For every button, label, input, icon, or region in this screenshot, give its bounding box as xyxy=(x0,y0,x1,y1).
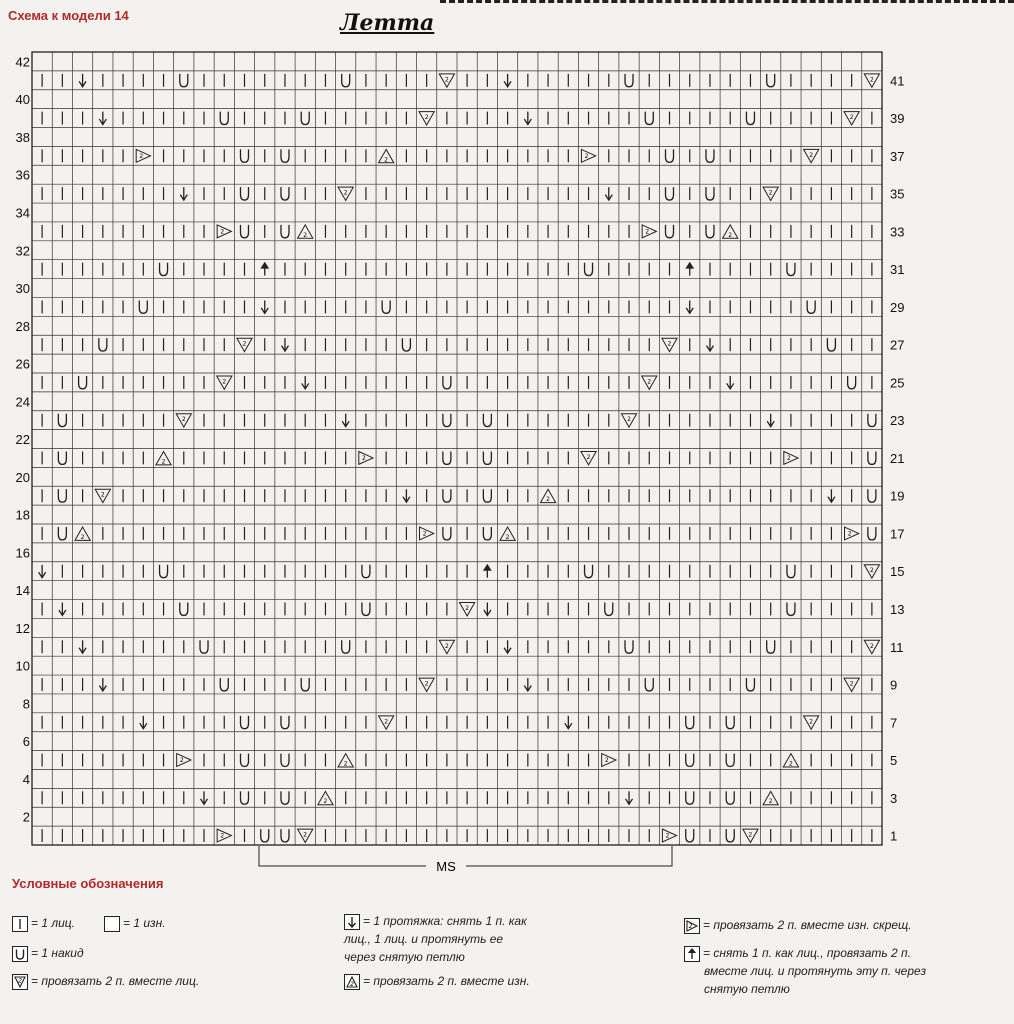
right-row-number: 27 xyxy=(890,337,905,353)
chart-cell xyxy=(484,565,491,578)
chart-cell xyxy=(625,640,633,653)
left-row-number: 4 xyxy=(22,771,30,787)
svg-text:2: 2 xyxy=(303,231,308,239)
chart-cell xyxy=(645,112,653,125)
chart-cell xyxy=(666,187,674,200)
chart-cell xyxy=(621,414,636,427)
svg-text:2: 2 xyxy=(604,757,609,765)
chart-cell xyxy=(379,716,394,729)
svg-text:2: 2 xyxy=(444,642,449,650)
chart-cell xyxy=(763,791,778,805)
chart-cell xyxy=(281,829,289,842)
right-row-number: 35 xyxy=(890,186,905,202)
left-row-number: 22 xyxy=(15,432,30,448)
chart-cell xyxy=(338,187,353,200)
chart-cell xyxy=(686,791,694,804)
svg-text:2: 2 xyxy=(100,491,105,499)
chart-cell xyxy=(706,187,714,200)
right-row-number: 31 xyxy=(890,262,905,278)
legend-knit: = 1 лиц. xyxy=(12,914,75,932)
chart-cell xyxy=(581,452,596,465)
chart-cell xyxy=(483,527,491,540)
chart-cell xyxy=(642,225,656,238)
chart-cell xyxy=(261,300,268,313)
chart-cell xyxy=(362,565,370,578)
svg-text:2: 2 xyxy=(849,114,854,122)
chart-cell xyxy=(301,112,309,125)
chart-cell xyxy=(241,716,249,729)
chart-cell xyxy=(217,376,232,389)
chart-cell xyxy=(686,263,693,276)
chart-cell xyxy=(220,678,228,691)
svg-text:2: 2 xyxy=(422,530,427,538)
svg-text:2: 2 xyxy=(303,831,308,839)
p2tog-symbol-icon xyxy=(344,974,360,990)
chart-cell xyxy=(666,149,674,162)
svg-text:2: 2 xyxy=(343,760,348,768)
svg-text:2: 2 xyxy=(789,760,793,768)
left-row-number: 38 xyxy=(15,129,30,145)
chart-cell xyxy=(99,678,106,691)
legend-yarn-over: = 1 накид xyxy=(12,944,84,962)
chart-cell xyxy=(39,565,46,578)
svg-text:2: 2 xyxy=(220,832,225,840)
chart-cell xyxy=(743,829,758,842)
svg-text:2: 2 xyxy=(444,76,449,84)
svg-text:2: 2 xyxy=(748,831,753,839)
chart-cell xyxy=(483,489,491,502)
right-row-number: 15 xyxy=(890,564,905,580)
chart-cell xyxy=(443,452,451,465)
chart-cell xyxy=(338,754,353,768)
left-row-number: 8 xyxy=(22,696,30,712)
chart-cell xyxy=(382,300,390,313)
svg-text:2: 2 xyxy=(323,798,328,806)
chart-cell xyxy=(443,376,451,389)
svg-text:2: 2 xyxy=(809,151,814,159)
chart-cell xyxy=(460,603,475,616)
right-row-number: 1 xyxy=(890,828,898,844)
chart-cell xyxy=(726,716,734,729)
chart-cell xyxy=(156,452,171,466)
chart-cell xyxy=(176,414,191,427)
svg-text:2: 2 xyxy=(645,228,650,236)
svg-text:2: 2 xyxy=(384,156,389,164)
svg-text:2: 2 xyxy=(787,454,791,462)
chart-cell xyxy=(767,414,774,427)
chart-cell xyxy=(484,603,491,616)
left-row-number: 12 xyxy=(15,620,30,636)
chart-cell xyxy=(439,640,454,653)
chart-cell xyxy=(706,338,713,351)
svg-text:2: 2 xyxy=(179,757,184,765)
yarn-over-symbol-icon xyxy=(12,946,28,962)
chart-cell xyxy=(342,640,350,653)
left-row-numbers xyxy=(16,54,30,824)
chart-cell xyxy=(746,678,754,691)
svg-text:2: 2 xyxy=(242,340,247,348)
chart-cell xyxy=(581,149,595,162)
repeat-bracket xyxy=(259,846,672,874)
left-row-number: 16 xyxy=(15,545,30,561)
svg-text:2: 2 xyxy=(18,977,22,985)
left-row-number: 10 xyxy=(15,658,30,674)
chart-cell xyxy=(807,300,815,313)
left-row-number: 2 xyxy=(22,809,30,825)
purl-symbol-icon xyxy=(104,916,120,932)
right-row-number: 13 xyxy=(890,601,905,617)
chart-cell xyxy=(220,112,228,125)
chart-cell xyxy=(504,74,511,87)
chart-cell xyxy=(58,527,66,540)
chart-cell xyxy=(79,74,86,87)
chart-cell xyxy=(787,565,795,578)
chart-cell xyxy=(58,489,66,502)
chart-cell xyxy=(605,603,613,616)
chart-cell xyxy=(666,225,674,238)
chart-cell xyxy=(483,452,491,465)
chart-cell xyxy=(864,74,879,87)
chart-cell xyxy=(136,149,150,162)
chart-cell xyxy=(342,414,349,427)
chart-cell xyxy=(540,489,555,503)
chart-cell xyxy=(645,678,653,691)
double-decrease-arrow-up-icon xyxy=(684,946,700,962)
chart-cell xyxy=(180,187,187,200)
chart-cell xyxy=(359,452,373,465)
svg-text:2: 2 xyxy=(80,533,85,541)
chart-cell xyxy=(241,791,249,804)
chart-cell xyxy=(281,754,289,767)
chart-cell xyxy=(726,791,734,804)
svg-text:2: 2 xyxy=(667,340,672,348)
p2tog-tbl-symbol-icon xyxy=(684,918,700,934)
chart-cell xyxy=(79,640,86,653)
chart-cell xyxy=(241,225,249,238)
left-row-number: 26 xyxy=(15,356,30,372)
chart-cell xyxy=(804,716,819,729)
chart-cell xyxy=(302,376,309,389)
right-row-number: 5 xyxy=(890,753,898,769)
svg-text:2: 2 xyxy=(546,496,550,504)
right-row-number: 29 xyxy=(890,299,905,315)
chart-cell xyxy=(726,754,734,767)
chart-cell xyxy=(281,187,289,200)
svg-text:2: 2 xyxy=(849,680,854,688)
right-row-numbers xyxy=(890,73,904,843)
chart-cell xyxy=(686,300,693,313)
chart-cell xyxy=(420,527,434,540)
chart-cell xyxy=(160,565,168,578)
chart-cell xyxy=(783,754,798,768)
chart-cell xyxy=(180,603,188,616)
chart-cell xyxy=(177,754,191,767)
chart-cell xyxy=(848,376,856,389)
right-row-number: 33 xyxy=(890,224,905,240)
chart-cell xyxy=(686,829,694,842)
svg-text:2: 2 xyxy=(768,189,773,197)
chart-cell xyxy=(504,640,511,653)
svg-text:2: 2 xyxy=(688,922,693,930)
chart-cell xyxy=(864,565,879,578)
chart-cell xyxy=(402,338,410,351)
chart-cell xyxy=(727,376,734,389)
chart-cell xyxy=(767,640,775,653)
chart-cell xyxy=(318,791,333,805)
left-row-number: 40 xyxy=(15,92,30,108)
svg-text:2: 2 xyxy=(181,416,186,424)
chart-cell xyxy=(443,489,451,502)
left-row-number: 20 xyxy=(15,469,30,485)
chart-cell xyxy=(686,754,694,767)
legend-purl: = 1 изн. xyxy=(104,914,166,932)
chart-cell xyxy=(763,187,778,200)
svg-text:2: 2 xyxy=(424,680,429,688)
chart-cell xyxy=(140,716,147,729)
chart-cell xyxy=(261,829,269,842)
chart-cell xyxy=(784,452,798,465)
svg-text:2: 2 xyxy=(220,228,225,236)
chart-cell xyxy=(844,678,859,691)
right-row-number: 11 xyxy=(890,639,904,655)
chart-cell xyxy=(237,338,252,351)
brand-logo: Летта xyxy=(340,10,435,36)
chart-cell xyxy=(379,149,394,163)
chart-cell xyxy=(160,263,168,276)
chart-cell xyxy=(868,414,876,427)
svg-text:2: 2 xyxy=(350,980,354,988)
left-row-number: 6 xyxy=(22,734,30,750)
chart-cell xyxy=(139,300,147,313)
svg-text:2: 2 xyxy=(768,798,773,806)
chart-cells xyxy=(39,74,880,843)
chart-cell xyxy=(217,829,231,842)
right-row-number: 41 xyxy=(890,73,905,89)
right-row-number: 3 xyxy=(890,790,898,806)
legend-slip-pass: = 1 протяжка: снять 1 п. как лиц., 1 лиц. и протянуть ее через снятую петлю xyxy=(344,914,527,964)
chart-cell xyxy=(281,716,289,729)
chart-cell xyxy=(298,829,313,842)
chart-cell xyxy=(281,225,289,238)
svg-text:2: 2 xyxy=(362,454,366,462)
svg-text:2: 2 xyxy=(384,718,389,726)
left-row-number: 34 xyxy=(15,205,30,221)
chart-cell xyxy=(200,640,208,653)
chart-cell xyxy=(524,678,531,691)
svg-text:2: 2 xyxy=(161,458,166,466)
chart-cell xyxy=(79,376,87,389)
svg-text:2: 2 xyxy=(728,231,733,239)
chart-cell xyxy=(804,149,819,162)
chart-cell xyxy=(524,112,531,125)
chart-cell xyxy=(58,452,66,465)
left-row-number: 24 xyxy=(15,394,30,410)
chart-cell xyxy=(217,225,231,238)
right-row-number: 7 xyxy=(890,715,898,731)
chart-cell xyxy=(95,489,110,502)
chart-cell xyxy=(767,74,775,87)
svg-text:2: 2 xyxy=(869,567,874,575)
chart-cell xyxy=(403,489,410,502)
k2tog-symbol-icon xyxy=(12,974,28,990)
chart-cell xyxy=(241,187,249,200)
chart-cell xyxy=(787,263,795,276)
chart-cell xyxy=(686,716,694,729)
chart-cell xyxy=(868,527,876,540)
left-row-number: 32 xyxy=(15,243,30,259)
chart-cell xyxy=(301,678,309,691)
right-row-number: 9 xyxy=(890,677,898,693)
chart-cell xyxy=(281,149,289,162)
repeat-label: MS xyxy=(436,859,456,874)
left-row-number: 42 xyxy=(15,54,30,70)
right-row-number: 37 xyxy=(890,148,905,164)
svg-text:2: 2 xyxy=(869,642,874,650)
left-row-number: 14 xyxy=(15,583,30,599)
chart-cell xyxy=(419,112,434,125)
right-row-number: 17 xyxy=(890,526,905,542)
chart-cell xyxy=(201,791,208,804)
svg-text:2: 2 xyxy=(584,152,589,160)
chart-cell xyxy=(261,263,268,276)
chart-cell xyxy=(58,414,66,427)
chart-cell xyxy=(585,263,593,276)
chart-cell xyxy=(625,74,633,87)
chart-cell xyxy=(298,225,313,239)
chart-cell xyxy=(180,74,188,87)
svg-text:2: 2 xyxy=(647,378,652,386)
legend-title: Условные обозначения xyxy=(12,876,164,891)
chart-cell xyxy=(565,716,572,729)
svg-text:2: 2 xyxy=(222,378,227,386)
chart-cell xyxy=(241,754,249,767)
svg-text:2: 2 xyxy=(665,832,670,840)
scheme-title: Схема к модели 14 xyxy=(8,8,129,23)
chart-cell xyxy=(99,112,106,125)
svg-text:2: 2 xyxy=(343,189,348,197)
chart-cell xyxy=(483,414,491,427)
chart-cell xyxy=(602,754,616,767)
chart-grid xyxy=(32,52,882,845)
right-row-number: 21 xyxy=(890,450,905,466)
chart-cell xyxy=(828,489,835,502)
chart-cell xyxy=(419,678,434,691)
chart-cell xyxy=(868,489,876,502)
right-row-number: 25 xyxy=(890,375,905,391)
chart-cell xyxy=(59,603,66,616)
svg-text:2: 2 xyxy=(505,533,510,541)
chart-cell xyxy=(362,603,370,616)
svg-text:2: 2 xyxy=(586,453,591,461)
chart-cell xyxy=(443,527,451,540)
svg-text:2: 2 xyxy=(809,718,814,726)
slip-pass-arrow-down-icon xyxy=(344,914,360,930)
chart-cell xyxy=(626,791,633,804)
svg-text:2: 2 xyxy=(847,530,852,538)
chart-cell xyxy=(500,527,515,541)
chart-cell xyxy=(845,527,859,540)
left-row-number: 18 xyxy=(15,507,30,523)
chart-cell xyxy=(342,74,350,87)
chart-cell xyxy=(75,527,90,541)
chart-cell xyxy=(281,791,289,804)
chart-cell xyxy=(585,565,593,578)
left-row-number: 36 xyxy=(15,167,30,183)
chart-cell xyxy=(723,225,738,239)
svg-text:2: 2 xyxy=(465,604,470,612)
knit-symbol-icon xyxy=(12,916,28,932)
chart-cell xyxy=(281,338,288,351)
right-row-number: 19 xyxy=(890,488,905,504)
chart-cell xyxy=(787,603,795,616)
left-row-number: 28 xyxy=(15,318,30,334)
chart-cell xyxy=(241,149,249,162)
chart-cell xyxy=(443,414,451,427)
legend-p2tog-tbl: 2 = провязать 2 п. вместе изн. скрещ. xyxy=(684,916,912,934)
svg-text:2: 2 xyxy=(627,416,631,424)
chart-cell xyxy=(868,452,876,465)
chart-cell xyxy=(662,338,677,351)
chart-cell xyxy=(605,187,612,200)
chart-cell xyxy=(706,225,714,238)
chart-cell xyxy=(642,376,657,389)
chart-cell xyxy=(746,112,754,125)
left-row-number: 30 xyxy=(15,281,30,297)
legend-double-decrease: = снять 1 п. как лиц., провязать 2 п. вместе лиц. и протянуть эту п. через снятую петлю xyxy=(684,944,926,998)
legend-k2tog: 2 = провязать 2 п. вместе лиц. xyxy=(12,972,199,990)
right-row-number: 39 xyxy=(890,111,905,127)
chart-cell xyxy=(844,112,859,125)
chart-cell xyxy=(864,640,879,653)
chart-cell xyxy=(706,149,714,162)
chart-cell xyxy=(827,338,835,351)
legend-p2tog: 2 = провязать 2 п. вместе изн. xyxy=(344,972,530,990)
chart-cell xyxy=(662,829,676,842)
right-row-number: 23 xyxy=(890,413,905,429)
svg-text:2: 2 xyxy=(424,114,429,122)
chart-cell xyxy=(726,829,734,842)
chart-cell xyxy=(99,338,107,351)
chart-cell xyxy=(439,74,454,87)
svg-text:2: 2 xyxy=(869,76,874,84)
svg-text:2: 2 xyxy=(139,152,144,160)
